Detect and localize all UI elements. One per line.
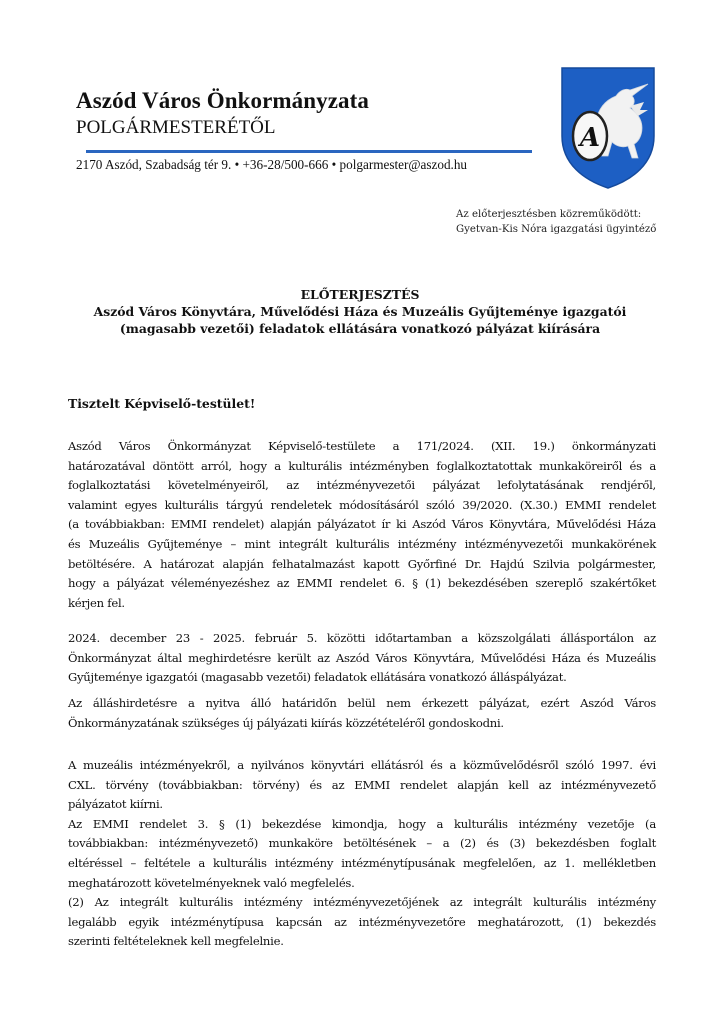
- contributor-label: Az előterjesztésben közreműködött:: [456, 209, 642, 220]
- text-line: Önkormányzat által meghirdetésre került az Aszód Város Könyvtára, Művelődési Háza és Muzeális: [68, 650, 656, 665]
- text-line: betöltésére. A határozat alapján felhatalmazást kapott Győrfiné Dr. Hajdú Szilvia polgármester,: [68, 556, 656, 571]
- text-line: valamint egyes kulturális tárgyú rendeletek módosításáról szóló 39/2020. (X.30.) EMMI rendelet: [68, 497, 656, 512]
- paragraph-1: [68, 437, 656, 613]
- paragraph-3: [68, 694, 656, 733]
- salutation: Tisztelt Képviselő-testület!: [68, 396, 256, 411]
- svg-text:A: A: [579, 123, 601, 153]
- text-line: Az EMMI rendelet 3. § (1) bekezdése kimondja, hogy a kulturális intézmény vezetője (a: [68, 816, 656, 831]
- contributor-name: Gyetvan-Kis Nóra igazgatási ügyintéző: [456, 224, 657, 235]
- title-line-2: (magasabb vezetői) feladatok ellátására vonatkozó pályázat kiírására: [119, 321, 601, 336]
- title-heading: ELŐTERJESZTÉS: [300, 287, 420, 302]
- text-line: A muzeális intézményekről, a nyilvános könyvtári ellátásról és a közművelődésről szóló 1997. évi: [68, 758, 656, 772]
- text-line: foglalkoztatási követelményeiről, az intézményvezetői pályázat lefolytatásának rendjéről,: [68, 478, 656, 493]
- text-line: szerinti feltételeknek kell megfelelnie.: [68, 934, 284, 949]
- text-line: Önkormányzatának szükséges új pályázati kiírás közzétételéről gondoskodni.: [68, 715, 504, 730]
- contact-line: 2170 Aszód, Szabadság tér 9. • +36-28/500-666 • polgarmester@aszod.hu: [76, 157, 468, 172]
- text-line: Gyűjteménye igazgatói (magasabb vezetői) feladatok ellátására vonatkozó álláspályázat.: [68, 670, 567, 685]
- title-line-1: Aszód Város Könyvtára, Művelődési Háza és Muzeális Gyűjteménye igazgatói: [93, 304, 627, 319]
- text-line: határozatával döntött arról, hogy a kulturális intézményben foglalkoztatottak munkaköreiről és a: [68, 458, 656, 473]
- text-line: hogy a pályázat véleményezéshez az EMMI rendelet 6. § (1) bekezdésében szereplő szakértőket: [68, 576, 656, 591]
- text-line: kérjen fel.: [68, 595, 125, 610]
- document-title: [60, 286, 660, 337]
- text-line: (2) Az integrált kulturális intézmény intézményvezetőjének az integrált kulturális intézmény: [68, 895, 656, 910]
- text-line: CXL. törvény (továbbiakban: törvény) és az EMMI rendelet alapján kell az intézményvezető: [68, 777, 656, 792]
- text-line: meghatározott követelményeknek való megfelelés.: [68, 875, 355, 890]
- contributor-note: [456, 207, 656, 237]
- paragraph-2: [68, 629, 656, 688]
- organization-subtitle: POLGÁRMESTERÉTŐL: [76, 117, 276, 138]
- text-line: Aszód Város Önkormányzat Képviselő-testülete a 171/2024. (XII. 19.) önkormányzati: [68, 439, 656, 453]
- text-line: pályázatot kiírni.: [68, 797, 163, 812]
- header-divider: [86, 150, 532, 153]
- text-line: 2024. december 23 - 2025. február 5. közötti időtartamban a közszolgálati állásportálon az: [68, 631, 656, 645]
- text-line: továbbiakban: intézményvezető) munkaköre betöltésének – a (2) és (3) bekezdésben foglalt: [68, 836, 656, 851]
- text-line: és Muzeális Gyűjteménye – mint integrált kulturális intézmény intézményvezetői munkakörének: [68, 536, 656, 551]
- coat-of-arms-icon: [560, 66, 656, 190]
- text-line: (a továbbiakban: EMMI rendelet) alapján pályázatot ír ki Aszód Város Könyvtára, Művelődési Háza: [68, 517, 656, 532]
- paragraph-4: [68, 756, 656, 952]
- text-line: legalább egyik intézménytípusa kapcsán az intézményvezetőre meghatározott, (1) bekezdés: [68, 914, 656, 929]
- text-line: Az álláshirdetésre a nyitva álló határidőn belül nem érkezett pályázat, ezért Aszód Város: [68, 696, 656, 710]
- text-line: eltéréssel – feltétele a kulturális intézmény intézménytípusának megfelelően, az 1. mellékletben: [68, 855, 656, 870]
- organization-name: Aszód Város Önkormányzata: [76, 88, 369, 113]
